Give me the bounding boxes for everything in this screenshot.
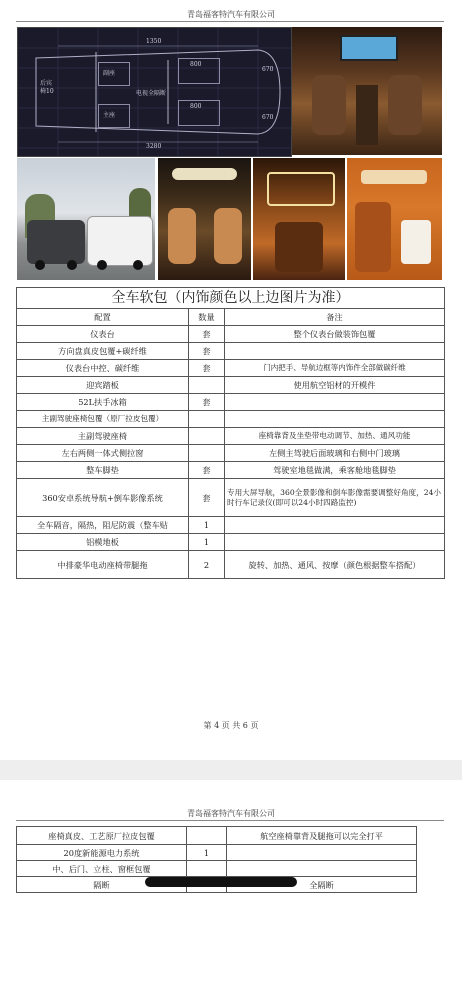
table-row <box>17 343 445 360</box>
dimension-d: 670 <box>262 114 274 121</box>
row-note: 座椅靠背及坐垫带电动调节、加热、通风功能 <box>225 428 445 445</box>
row-qty: 1 <box>189 534 225 551</box>
table-row <box>17 428 445 445</box>
row-note: 整个仪表台做装饰包覆 <box>225 326 445 343</box>
row-item: 360安卓系统导航+倒车影像系统 <box>17 479 189 517</box>
table-row <box>17 377 445 394</box>
row-item: 仪表台 <box>17 326 189 343</box>
table-row <box>17 394 445 411</box>
row-note: 专用大屏导航，360全景影像和倒车影像需要调整好角度，24小时行车记录仪(即可以24小时四路监控) <box>225 479 445 517</box>
dimension-bottom: 3280 <box>146 143 162 150</box>
table-title: 全车软包（内饰颜色以上边图片为准） <box>17 288 445 309</box>
dimension-c: 670 <box>262 66 274 73</box>
table-header-row <box>17 309 445 326</box>
row-item: 铝模地板 <box>17 534 189 551</box>
row-qty: 套 <box>189 394 225 411</box>
row-note: 航空座椅靠背及腿拖可以完全打平 <box>227 827 417 845</box>
row-note <box>225 343 445 360</box>
interior-photo-3 <box>253 158 345 280</box>
front-seat-label-2: 主座 <box>103 112 116 119</box>
row-note: 旋转、加热、通风、按摩（颜色根据整车搭配） <box>225 551 445 579</box>
row-note: 使用航空铝材的开模件 <box>225 377 445 394</box>
col-header-note: 备注 <box>225 309 445 326</box>
partition-label: 电视全隔断 <box>136 90 167 97</box>
table-title-row <box>17 288 445 309</box>
row-note <box>225 394 445 411</box>
row-item: 主副驾驶座椅 <box>17 428 189 445</box>
floorplan-drawing <box>17 27 292 157</box>
table-row <box>17 517 445 534</box>
row-qty: 1 <box>189 517 225 534</box>
row-item: 52L扶手冰箱 <box>17 394 189 411</box>
header-divider <box>16 21 444 22</box>
row-item: 中排豪华电动座椅带腿拖 <box>17 551 189 579</box>
table-row <box>17 534 445 551</box>
seat-b-dim: 800 <box>190 103 202 110</box>
row-qty <box>187 827 227 845</box>
row-qty: 套 <box>189 462 225 479</box>
row-item: 方向盘真皮包覆+碳纤维 <box>17 343 189 360</box>
row-item: 隔断 <box>17 877 187 893</box>
row-qty: 套 <box>189 360 225 377</box>
col-header-qty: 数量 <box>189 309 225 326</box>
row-item: 全车隔音，隔热，阻尼防震（整车贴 <box>17 517 189 534</box>
row-item: 仪表台中控、碳纤维 <box>17 360 189 377</box>
scroll-indicator-bar[interactable] <box>145 877 297 887</box>
row-note <box>227 845 417 861</box>
row-qty <box>189 428 225 445</box>
row-qty: 套 <box>189 479 225 517</box>
exterior-vans-photo <box>17 158 155 280</box>
row-note: 全隔断 <box>227 877 417 893</box>
col-header-item: 配置 <box>17 309 189 326</box>
table-row <box>17 861 417 877</box>
row-qty: 套 <box>189 343 225 360</box>
row-note: 左侧主驾驶后面玻璃和右侧中门玻璃 <box>225 445 445 462</box>
row-item: 迎宾踏板 <box>17 377 189 394</box>
seat-a-dim: 800 <box>190 61 202 68</box>
page-footer: 第 4 页 共 6 页 <box>203 721 259 730</box>
table-row <box>17 827 417 845</box>
row-qty <box>189 411 225 428</box>
table-row <box>17 360 445 377</box>
row-item: 左右两侧一体式侧拉窗 <box>17 445 189 462</box>
table-row <box>17 479 445 517</box>
interior-photo-4 <box>347 158 442 280</box>
row-qty: 1 <box>187 845 227 861</box>
page2-header-divider <box>16 820 444 821</box>
interior-photo-2 <box>158 158 251 280</box>
row-note <box>225 411 445 428</box>
row-qty <box>189 445 225 462</box>
rear-seat-label: 后宾椅10 <box>40 80 54 95</box>
row-item: 主副驾驶座椅包覆（原厂拉皮包覆） <box>17 411 189 428</box>
config-table <box>16 287 445 579</box>
row-qty: 2 <box>189 551 225 579</box>
row-note: 驾驶室地毯做满，乘客舱地毯脚垫 <box>225 462 445 479</box>
row-item: 座椅真皮、工艺原厂拉皮包覆 <box>17 827 187 845</box>
page-header: 青岛福客特汽车有限公司 <box>187 10 275 19</box>
row-qty: 套 <box>189 326 225 343</box>
table-row <box>17 551 445 579</box>
row-note <box>225 517 445 534</box>
row-item: 整车脚垫 <box>17 462 189 479</box>
page-separator <box>0 760 462 780</box>
front-seat-label-1: 副座 <box>103 70 116 77</box>
interior-photo-1 <box>292 27 442 155</box>
page2-header: 青岛福客特汽车有限公司 <box>187 809 275 818</box>
row-item: 中、后门、立柱、窗框包覆 <box>17 861 187 877</box>
row-note: 门内把手、导航边框等内饰件全部做碳纤维 <box>225 360 445 377</box>
row-qty <box>187 861 227 877</box>
row-note <box>227 861 417 877</box>
table-row <box>17 845 417 861</box>
table-row <box>17 326 445 343</box>
dimension-top: 1350 <box>146 38 162 45</box>
row-note <box>225 534 445 551</box>
row-qty <box>189 377 225 394</box>
table-row <box>17 462 445 479</box>
table-row <box>17 411 445 428</box>
row-item: 20度新能源电力系统 <box>17 845 187 861</box>
table-row <box>17 445 445 462</box>
